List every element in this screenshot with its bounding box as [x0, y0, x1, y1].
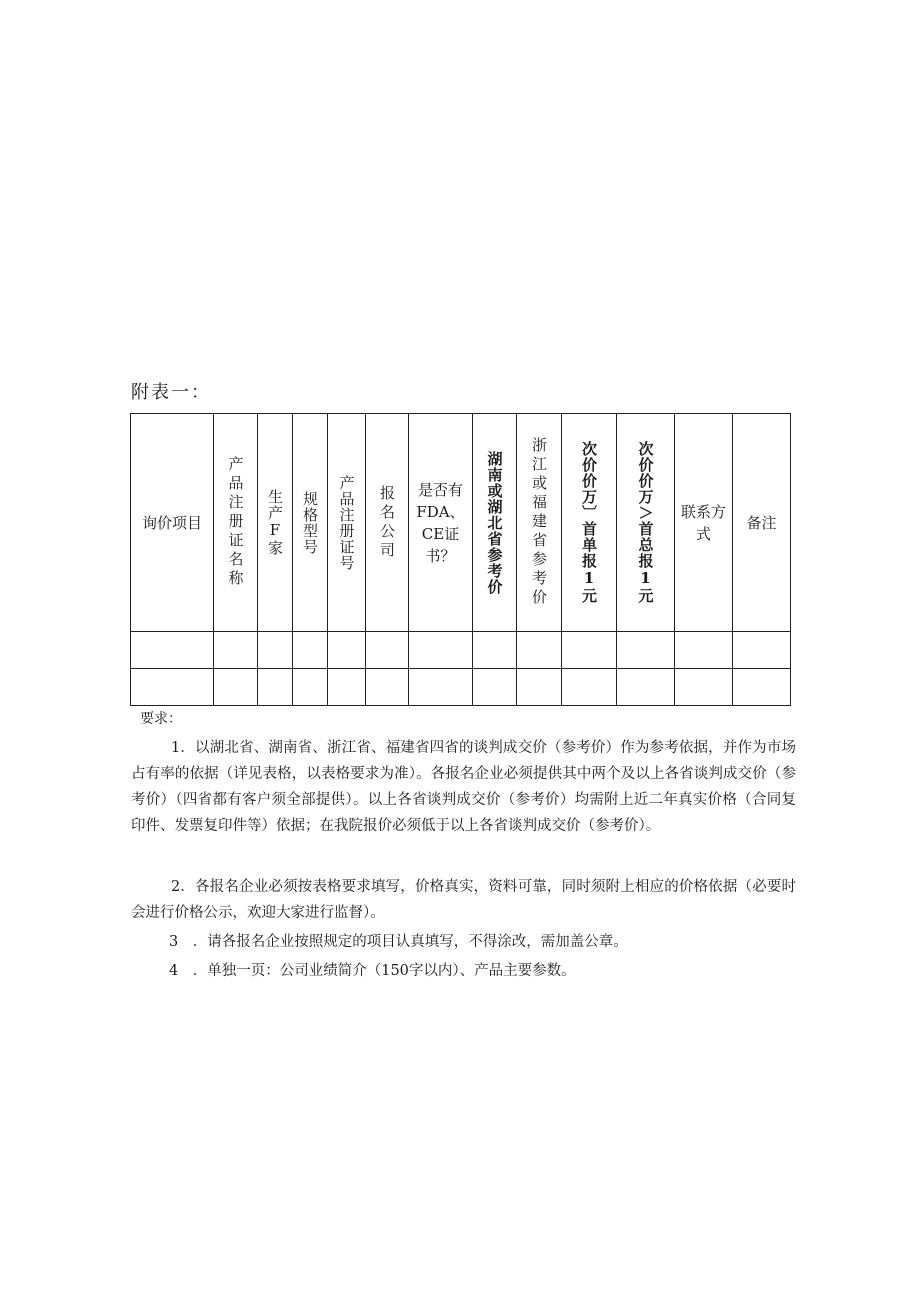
header-zhejiang-fujian-price: 浙江或福建省参考价	[517, 414, 562, 632]
header-unit-quote: 次价价万〕首单报1元	[562, 414, 617, 632]
table-header-row	[131, 414, 791, 632]
requirements-label: 要求：	[140, 711, 182, 727]
table-cell[interactable]	[409, 669, 473, 706]
header-registration-name: 产品注册证名称	[214, 414, 258, 632]
appendix-title: 附表一：	[131, 382, 211, 403]
table-cell[interactable]	[517, 669, 562, 706]
header-applicant-company: 报名公司	[366, 414, 409, 632]
table-cell[interactable]	[617, 632, 675, 669]
table-row	[131, 669, 791, 706]
table-cell[interactable]	[131, 669, 214, 706]
table-cell[interactable]	[293, 632, 328, 669]
header-manufacturer: 生产F家	[258, 414, 293, 632]
inquiry-table	[130, 413, 791, 706]
table-cell[interactable]	[366, 669, 409, 706]
table-cell[interactable]	[473, 632, 517, 669]
header-specification: 规格型号	[293, 414, 328, 632]
table-cell[interactable]	[562, 632, 617, 669]
header-hunan-hubei-price: 湖南或湖北省参考价	[473, 414, 517, 632]
table-cell[interactable]	[366, 632, 409, 669]
requirement-item-3: 3 ．请各报名企业按照规定的项目认真填写，不得涂改，需加盖公章。	[169, 934, 628, 950]
table-row	[131, 632, 791, 669]
header-registration-number: 产品注册证号	[328, 414, 366, 632]
header-contact: 联系方式	[675, 414, 733, 632]
table-cell[interactable]	[675, 669, 733, 706]
table-cell[interactable]	[473, 669, 517, 706]
table-cell[interactable]	[617, 669, 675, 706]
table-cell[interactable]	[131, 632, 214, 669]
requirement-item-2: 2．各报名企业必须按表格要求填写，价格真实，资料可靠，同时须附上相应的价格依据（必要时会进行价格公示，欢迎大家进行监督）。	[131, 879, 796, 921]
header-total-quote: 次价价万＞首总报1元	[617, 414, 675, 632]
table-cell[interactable]	[562, 669, 617, 706]
table-cell[interactable]	[258, 632, 293, 669]
table-cell[interactable]	[733, 669, 791, 706]
header-fda-ce-certificate: 是否有FDA、CE证书？	[409, 414, 473, 632]
table-cell[interactable]	[328, 632, 366, 669]
table-cell[interactable]	[328, 669, 366, 706]
table-cell[interactable]	[733, 632, 791, 669]
requirement-item-1: 1．以湖北省、湖南省、浙江省、福建省四省的谈判成交价（参考价）作为参考依据，并作为市场占有率的依据（详见表格，以表格要求为准）。各报名企业必须提供其中两个及以上各省谈判成交价（参考价）（四省都有客户须全部提供）。以上各省谈判成交价（参考价）均需附上近二年真实价格（合同复印件、发票复印件等）依据；在我院报价必须低于以上各省谈判成交价（参考价）。	[131, 740, 796, 834]
table-cell[interactable]	[258, 669, 293, 706]
table-cell[interactable]	[517, 632, 562, 669]
header-inquiry-item: 询价项目	[131, 414, 214, 632]
table-cell[interactable]	[293, 669, 328, 706]
table-cell[interactable]	[214, 669, 258, 706]
header-remarks: 备注	[733, 414, 791, 632]
requirement-item-4: 4 ．单独一页：公司业绩简介（150字以内）、产品主要参数。	[169, 963, 576, 979]
table-cell[interactable]	[214, 632, 258, 669]
table-cell[interactable]	[409, 632, 473, 669]
table-cell[interactable]	[675, 632, 733, 669]
